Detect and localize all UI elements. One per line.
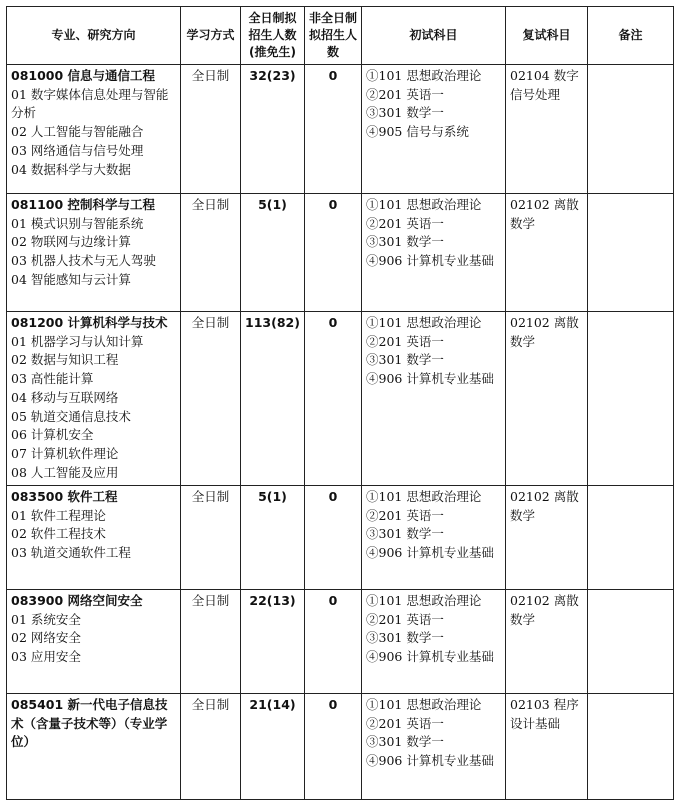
- full-time-quota-cell: 113(82): [241, 312, 305, 486]
- research-direction: 03 轨道交通软件工程: [11, 545, 131, 561]
- study-mode-cell: 全日制: [181, 194, 241, 312]
- table-row: [7, 194, 674, 312]
- research-direction: 03 网络通信与信号处理: [11, 142, 144, 158]
- study-mode-cell: 全日制: [181, 694, 241, 800]
- table-row: [7, 312, 674, 486]
- admissions-table: [6, 6, 674, 800]
- major-title: 081100 控制科学与工程: [11, 197, 156, 212]
- table-row: [7, 486, 674, 590]
- initial-subject: ④906 计算机专业基础: [366, 649, 494, 665]
- research-direction: 02 人工智能与智能融合: [11, 124, 144, 140]
- table-row: [7, 590, 674, 694]
- retest-subject-cell: 02102 离散数学: [506, 486, 588, 590]
- part-time-quota-cell: 0: [305, 694, 362, 800]
- header-full-time: 全日制拟招生人数(推免生): [241, 7, 305, 65]
- major-cell: [7, 590, 181, 694]
- full-time-quota-cell: 5(1): [241, 194, 305, 312]
- initial-subjects-cell: [362, 312, 506, 486]
- research-direction: 07 计算机软件理论: [11, 445, 119, 461]
- initial-subject: ①101 思想政治理论: [366, 68, 482, 83]
- major-cell: [7, 65, 181, 194]
- initial-subject: ③301 数学一: [366, 630, 444, 646]
- notes-cell: [588, 65, 674, 194]
- header-row: [7, 7, 674, 65]
- header-part-time: 非全日制拟招生人数: [305, 7, 362, 65]
- research-direction: 01 软件工程理论: [11, 507, 106, 523]
- initial-subject: ④905 信号与系统: [366, 124, 469, 140]
- initial-subject: ②201 英语一: [366, 215, 444, 231]
- major-cell: [7, 194, 181, 312]
- initial-subjects-cell: [362, 194, 506, 312]
- major-title: 081000 信息与通信工程: [11, 68, 156, 83]
- part-time-quota-cell: 0: [305, 590, 362, 694]
- research-direction: 05 轨道交通信息技术: [11, 408, 131, 424]
- research-direction: 03 高性能计算: [11, 371, 94, 387]
- initial-subject: ④906 计算机专业基础: [366, 253, 494, 269]
- notes-cell: [588, 590, 674, 694]
- part-time-quota-cell: 0: [305, 194, 362, 312]
- header-mode: 学习方式: [181, 7, 241, 65]
- research-direction: 01 系统安全: [11, 611, 81, 627]
- table-row: [7, 694, 674, 800]
- initial-subject: ②201 英语一: [366, 611, 444, 627]
- initial-subject: ④906 计算机专业基础: [366, 753, 494, 769]
- initial-subject: ④906 计算机专业基础: [366, 545, 494, 561]
- part-time-quota-cell: 0: [305, 65, 362, 194]
- study-mode-cell: 全日制: [181, 590, 241, 694]
- major-title: 083900 网络空间安全: [11, 593, 143, 608]
- notes-cell: [588, 694, 674, 800]
- part-time-quota-cell: 0: [305, 486, 362, 590]
- research-direction: 02 数据与知识工程: [11, 352, 119, 368]
- major-title: 083500 软件工程: [11, 489, 118, 504]
- header-notes: 备注: [588, 7, 674, 65]
- header-major: 专业、研究方向: [7, 7, 181, 65]
- study-mode-cell: 全日制: [181, 486, 241, 590]
- study-mode-cell: 全日制: [181, 65, 241, 194]
- notes-cell: [588, 312, 674, 486]
- initial-subject: ③301 数学一: [366, 352, 444, 368]
- research-direction: 02 网络安全: [11, 630, 81, 646]
- part-time-quota-cell: 0: [305, 312, 362, 486]
- major-cell: [7, 312, 181, 486]
- full-time-quota-cell: 22(13): [241, 590, 305, 694]
- major-title: 085401 新一代电子信息技术（含量子技术等）（专业学位）: [11, 697, 168, 750]
- initial-subject: ③301 数学一: [366, 734, 444, 750]
- initial-subject: ①101 思想政治理论: [366, 593, 482, 608]
- research-direction: 03 机器人技术与无人驾驶: [11, 253, 156, 269]
- initial-subject: ①101 思想政治理论: [366, 697, 482, 712]
- research-direction: 04 智能感知与云计算: [11, 271, 131, 287]
- initial-subject: ④906 计算机专业基础: [366, 371, 494, 387]
- major-cell: [7, 694, 181, 800]
- research-direction: 08 人工智能及应用: [11, 464, 119, 480]
- initial-subject: ①101 思想政治理论: [366, 197, 482, 212]
- research-direction: 02 软件工程技术: [11, 526, 106, 542]
- initial-subjects-cell: [362, 590, 506, 694]
- initial-subject: ②201 英语一: [366, 86, 444, 102]
- research-direction: 04 数据科学与大数据: [11, 161, 131, 177]
- header-initial: 初试科目: [362, 7, 506, 65]
- initial-subject: ①101 思想政治理论: [366, 489, 482, 504]
- initial-subject: ③301 数学一: [366, 526, 444, 542]
- retest-subject-cell: 02104 数字信号处理: [506, 65, 588, 194]
- initial-subject: ②201 英语一: [366, 715, 444, 731]
- notes-cell: [588, 486, 674, 590]
- research-direction: 06 计算机安全: [11, 427, 94, 443]
- initial-subject: ②201 英语一: [366, 333, 444, 349]
- major-title: 081200 计算机科学与技术: [11, 315, 168, 330]
- notes-cell: [588, 194, 674, 312]
- retest-subject-cell: 02102 离散数学: [506, 590, 588, 694]
- header-retest: 复试科目: [506, 7, 588, 65]
- initial-subjects-cell: [362, 486, 506, 590]
- major-cell: [7, 486, 181, 590]
- research-direction: 04 移动与互联网络: [11, 389, 119, 405]
- research-direction: 01 机器学习与认知计算: [11, 333, 144, 349]
- initial-subject: ②201 英语一: [366, 507, 444, 523]
- research-direction: 01 数字媒体信息处理与智能分析: [11, 86, 169, 121]
- retest-subject-cell: 02103 程序设计基础: [506, 694, 588, 800]
- retest-subject-cell: 02102 离散数学: [506, 312, 588, 486]
- full-time-quota-cell: 32(23): [241, 65, 305, 194]
- retest-subject-cell: 02102 离散数学: [506, 194, 588, 312]
- research-direction: 02 物联网与边缘计算: [11, 234, 131, 250]
- initial-subject: ③301 数学一: [366, 105, 444, 121]
- study-mode-cell: 全日制: [181, 312, 241, 486]
- initial-subject: ①101 思想政治理论: [366, 315, 482, 330]
- full-time-quota-cell: 21(14): [241, 694, 305, 800]
- full-time-quota-cell: 5(1): [241, 486, 305, 590]
- initial-subjects-cell: [362, 65, 506, 194]
- table-row: [7, 65, 674, 194]
- initial-subjects-cell: [362, 694, 506, 800]
- research-direction: 01 模式识别与智能系统: [11, 215, 144, 231]
- research-direction: 03 应用安全: [11, 649, 81, 665]
- initial-subject: ③301 数学一: [366, 234, 444, 250]
